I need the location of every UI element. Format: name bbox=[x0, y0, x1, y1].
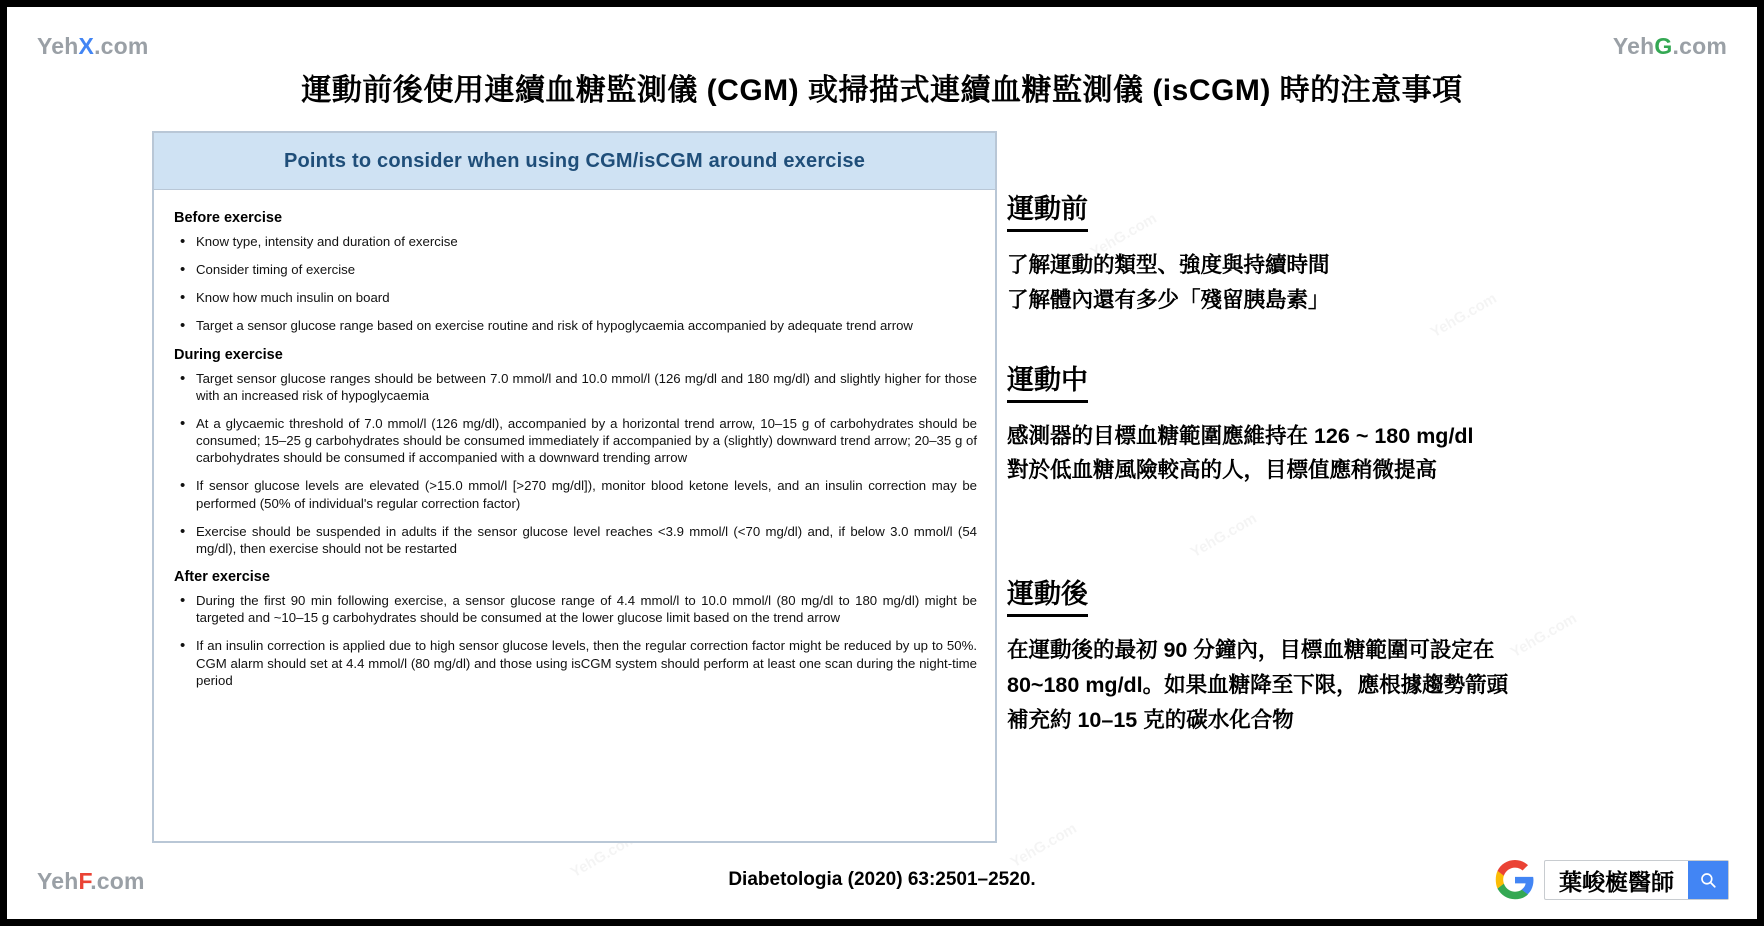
section-heading-before-exercise: Before exercise bbox=[174, 210, 283, 226]
section-list-during-exercise bbox=[172, 370, 977, 557]
list-item: • If sensor glucose levels are elevated (>15.0 mmol/l [>270 mg/dl]), monitor blood ketone levels, and an insulin correction may be performed (50% of individual's regular correction factor) bbox=[172, 477, 977, 511]
watermark-suffix: .com bbox=[90, 868, 145, 894]
search-button[interactable] bbox=[1688, 861, 1728, 899]
watermark-accent-letter: F bbox=[78, 868, 91, 894]
note-block-during-exercise bbox=[1007, 358, 1707, 489]
section-heading-during-exercise: During exercise bbox=[174, 346, 283, 363]
watermark-top-left bbox=[37, 33, 149, 60]
section-list-after-exercise bbox=[172, 592, 977, 689]
list-item: • Know type, intensity and duration of exercise bbox=[172, 233, 977, 250]
list-item: • Know how much insulin on board bbox=[172, 289, 977, 306]
note-line: 了解體內還有多少「殘留胰島素」 bbox=[1007, 287, 1330, 312]
note-line: 在運動後的最初 90 分鐘內，目標血糖範圍可設定在 bbox=[1007, 638, 1495, 663]
note-line: 補充約 10–15 克的碳水化合物 bbox=[1007, 707, 1294, 732]
note-line: 感測器的目標血糖範圍應維持在 126 ~ 180 mg/dl bbox=[1007, 423, 1474, 448]
brand-search-field[interactable] bbox=[1544, 860, 1729, 900]
watermark-suffix: .com bbox=[94, 33, 149, 59]
watermark-top-right bbox=[1613, 33, 1727, 60]
list-item: • At a glycaemic threshold of 7.0 mmol/l (126 mg/dl), accompanied by a horizontal trend arrow, 10–15 g of carbohydrates should be consumed; 15–25 g carbohydrates should be consumed immediately if accompanied by a (slightly) downward trend arrow; 20–35 g of carbohydrates should be consumed if accompanied with a downward trending arrow bbox=[172, 415, 977, 466]
note-line: 80~180 mg/dl。如果血糖降至下限，應根據趨勢箭頭 bbox=[1007, 673, 1509, 698]
figure-header bbox=[154, 133, 995, 190]
note-heading: 運動前 bbox=[1007, 187, 1088, 232]
list-item: • Exercise should be suspended in adults if the sensor glucose level reaches <3.9 mmol/l (<70 mg/dl) and, if below 3.0 mmol/l (54 mg/dl), then exercise should not be restarted bbox=[172, 523, 977, 557]
figure-body bbox=[154, 190, 995, 711]
watermark-accent-letter: G bbox=[1654, 33, 1673, 59]
google-g-icon bbox=[1494, 859, 1536, 901]
spacer bbox=[1007, 494, 1707, 572]
list-item: • Consider timing of exercise bbox=[172, 261, 977, 278]
list-item: • If an insulin correction is applied due to high sensor glucose levels, then the regular correction factor might be reduced by up to 50%. CGM alarm should set at 4.4 mmol/l (80 mg/dl) and those using isCGM system should perform at least one scan during the night-time period bbox=[172, 637, 977, 688]
watermark-suffix: .com bbox=[1672, 33, 1727, 59]
spacer bbox=[1007, 324, 1707, 358]
note-line: 了解運動的類型、強度與持續時間 bbox=[1007, 253, 1330, 277]
note-heading: 運動後 bbox=[1007, 572, 1088, 617]
list-item: • During the first 90 min following exercise, a sensor glucose range of 4.4 mmol/l to 10.0 mmol/l (80 mg/dl to 180 mg/dl) might be targeted and ~10–15 g carbohydrates should be consumed at the lower glucose limit based on the trend arrow bbox=[172, 592, 977, 626]
figure-header-text: Points to consider when using CGM/isCGM around exercise bbox=[283, 149, 866, 172]
section-heading-after-exercise: After exercise bbox=[174, 569, 270, 586]
section-list-before-exercise bbox=[172, 233, 977, 335]
list-item: • Target a sensor glucose range based on exercise routine and risk of hypoglycaemia accompanied by adequate trend arrow bbox=[172, 317, 977, 334]
watermark-prefix: Yeh bbox=[37, 33, 79, 59]
watermark-prefix: Yeh bbox=[37, 868, 79, 894]
figure-panel bbox=[152, 131, 997, 843]
brand-block bbox=[1494, 859, 1729, 901]
note-block-after-exercise bbox=[1007, 572, 1707, 737]
notes-column bbox=[1007, 187, 1707, 744]
citation-text: Diabetologia (2020) 63:2501–2520. bbox=[728, 869, 1036, 890]
tile-watermark bbox=[1008, 820, 1080, 871]
note-block-before-exercise bbox=[1007, 187, 1707, 318]
page-title: 運動前後使用連續血糖監測儀 (CGM) 或掃描式連續血糖監測儀 (isCGM) 時的注意事項 bbox=[301, 74, 1463, 107]
watermark-prefix: Yeh bbox=[1612, 33, 1655, 59]
list-item: • Target sensor glucose ranges should be between 7.0 mmol/l and 10.0 mmol/l (126 mg/dl and 180 mg/dl) and slightly higher for those with an increased risk of hypoglycaemia bbox=[172, 370, 977, 404]
note-heading: 運動中 bbox=[1007, 358, 1088, 403]
note-line: 對於低血糖風險較高的人，目標值應稍微提高 bbox=[1007, 458, 1438, 483]
watermark-accent-letter: X bbox=[78, 33, 95, 59]
brand-name: 葉峻榳醫師 bbox=[1559, 868, 1674, 895]
search-icon bbox=[1699, 871, 1717, 889]
